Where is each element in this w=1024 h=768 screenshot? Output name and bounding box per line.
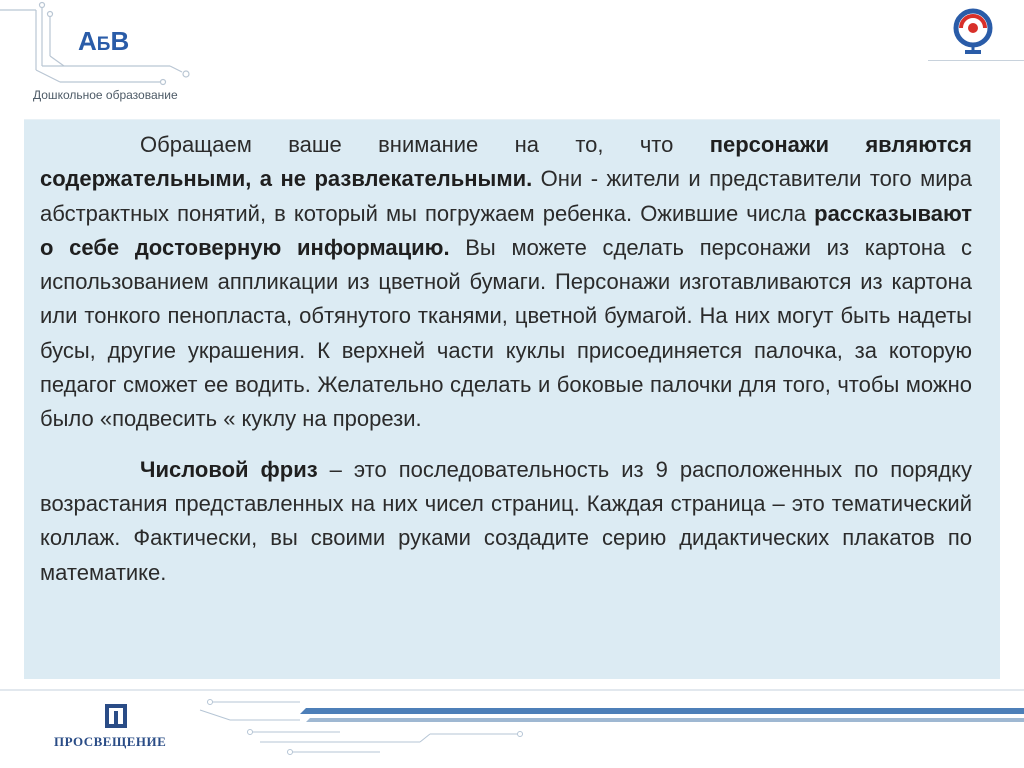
subtitle: Дошкольное образование [33,88,178,102]
paragraph-2 [40,453,972,590]
abv-logo-b: Б [96,34,111,55]
p1-run-5: Вы можете сделать персонажи из картона с использованием аппликации из цветной бумаги. Персонажи изготавливаются из картона или тонкого пенопласта, обтянутого тканями, цветной бумагой. На них могут быть надеты бусы, другие украшения. К верхней части куклы присоединяется палочка, за которую педагог сможет ее водить. Желательно сделать и боковые палочки для того, чтобы можно было «подвесить « куклу на прорези. [40,234,972,432]
prosveshchenie-emblem-icon [104,703,128,729]
p1-run-4-bold: рассказывают о себе достоверную информацию. [40,200,972,260]
publisher-name: ПРОСВЕЩЕНИЕ [54,734,167,749]
p1-run-3: Они - жители и представители того мира абстрактных понятий, в который мы погружаем ребенка. Ожившие числа [40,166,973,226]
brand-divider [928,60,1024,61]
abv-logo-a: А [78,26,97,56]
brand-emblem-icon [951,8,995,58]
p1-run-2-bold: персонажи являются содержательными, а не развлекательными. [40,132,972,192]
abv-logo-v: В [110,26,130,56]
footer-decoration [0,680,1024,768]
p2-run-2: – это последовательность из 9 расположенных по порядку возрастания представленных на них чисел страниц. Каждая страница – это тематический коллаж. Фактически, вы своими руками создадите серию дидактических плакатов по математике. [40,456,972,585]
paragraph-1 [40,128,972,437]
p1-run-1: Обращаем ваше внимание на то, что [140,132,710,157]
abv-logo [78,26,129,60]
body-text [40,128,972,590]
p2-run-1-bold: Числовой фриз [140,456,318,482]
